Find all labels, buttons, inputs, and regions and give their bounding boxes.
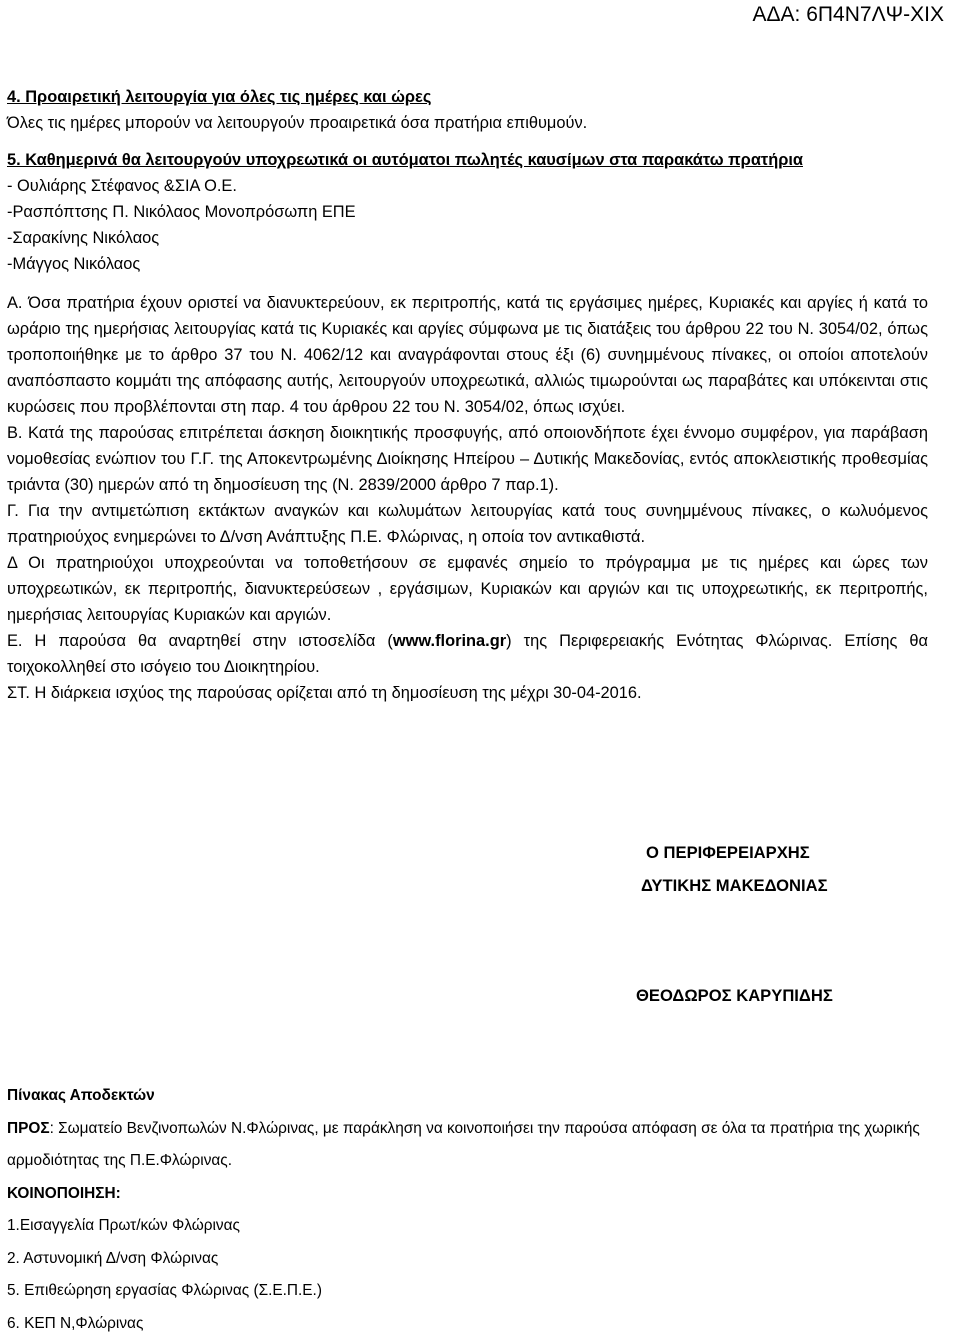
cc-item: 6. ΚΕΠ Ν,Φλώρινας xyxy=(7,1308,942,1340)
paragraph-e xyxy=(7,628,928,680)
paragraph-g: Γ. Για την αντιμετώπιση εκτάκτων αναγκών και κωλυμάτων λειτουργίας κατά τους συνημμένους πίνακες, ο κωλυόμενος πρατηριούχος ενημερώνει το Δ/νση Ανάπτυξης Π.Ε. Φλώρινας, η οποία τον αντικαθιστά. xyxy=(7,498,928,550)
paragraph-a: Α. Όσα πρατήρια έχουν οριστεί να διανυκτερεύουν, εκ περιτροπής, κατά τις εργάσιμες ημέρες, Κυριακές και αργίες ή κατά το ωράριο της ημερήσιας λειτουργίας κατά τις Κυριακές και αργίες σύμφωνα με τις διατάξεις του άρθρου 22 του Ν. 3054/02, όπως τροποποιήθηκε με το άρθρο 37 του Ν. 4062/12 και αναγράφονται στους έξι (6) συνημμένους πίνακες, οι οποίοι αποτελούν αναπόσπαστο κομμάτι της απόφασης αυτής, λειτουργούν υποχρεωτικά, αλλιώς τιμωρούνται ως παραβάτες και υπόκεινται στις κυρώσεις που προβλέπονται στη παρ. 4 του άρθρου 22 του Ν. 3054/02, όπως ισχύει. xyxy=(7,290,928,420)
section-4-text: Όλες τις ημέρες μπορούν να λειτουργούν προαιρετικά όσα πρατήρια επιθυμούν. xyxy=(7,110,928,136)
signatory-title: Ο ΠΕΡΙΦΕΡΕΙΑΡΧΗΣ xyxy=(646,835,810,871)
cc-item: 2. Αστυνομική Δ/νση Φλώρινας xyxy=(7,1243,942,1276)
station-item: -Ρασπόπτσης Π. Νικόλαος Μονοπρόσωπη ΕΠΕ xyxy=(7,199,928,225)
pros-label: ΠΡΟΣ xyxy=(7,1120,50,1137)
signatory-name: ΘΕΟΔΩΡΟΣ ΚΑΡΥΠΙΔΗΣ xyxy=(636,978,833,1014)
station-item: -Σαρακίνης Νικόλαος xyxy=(7,225,928,251)
recipients-title: Πίνακας Αποδεκτών xyxy=(7,1080,942,1113)
recipients-section xyxy=(7,1080,942,1340)
koinopoiisi-label: ΚΟΙΝΟΠΟΙΗΣΗ: xyxy=(7,1178,942,1211)
section-5-heading: 5. Καθημερινά θα λειτουργούν υποχρεωτικά οι αυτόματοι πωλητές καυσίμων στα παρακάτω πρατήρια xyxy=(7,147,928,173)
document-body xyxy=(7,84,928,706)
paragraph-b: Β. Κατά της παρούσας επιτρέπεται άσκηση διοικητικής προσφυγής, από οποιονδήποτε έχει έννομο συμφέρον, για παράβαση νομοθεσίας ενώπιον του Γ.Γ. της Αποκεντρωμένης Διοίκησης Ηπείρου – Δυτικής Μακεδονίας, εντός αποκλειστικής προθεσμίας τριάντα (30) ημερών από τη δημοσίευση της (Ν. 2839/2000 άρθρο 7 παρ.1). xyxy=(7,420,928,498)
paragraph-e-end: ) της Περιφερειακής Ενότητας Φλώρινας. Επίσης θα τοιχοκολληθεί στο ισόγειο του Διοικητηρίου. xyxy=(7,632,928,676)
recipients-pros xyxy=(7,1113,942,1178)
ada-code: ΑΔΑ: 6Π4Ν7ΛΨ-ΧΙΧ xyxy=(753,3,945,27)
website-link[interactable]: www.florina.gr xyxy=(393,632,506,650)
cc-item: 5. Επιθεώρηση εργασίας Φλώρινας (Σ.Ε.Π.Ε.) xyxy=(7,1275,942,1308)
pros-text: : Σωματείο Βενζινοπωλών Ν.Φλώρινας, με παράκληση να κοινοποιήσει την παρούσα απόφαση σε όλα τα πρατήρια της χωρικής αρμοδιότητας της Π.Ε.Φλώρινας. xyxy=(7,1120,920,1170)
paragraph-st: ΣΤ. Η διάρκεια ισχύος της παρούσας ορίζεται από τη δημοσίευση της μέχρι 30-04-2016. xyxy=(7,680,928,706)
paragraph-d: Δ Οι πρατηριούχοι υποχρεούνται να τοποθετήσουν σε εμφανές σημείο το πρόγραμμα με τις ημέρες και ώρες των υποχρεωτικών, εκ περιτροπής, διανυκτερεύσεων , εργάσιμων, Κυριακών και αργιών και τις υποχρεωτικής, εκ περιτροπής, ημερήσιας λειτουργίας Κυριακών και αργιών. xyxy=(7,550,928,628)
paragraph-e-start: Ε. Η παρούσα θα αναρτηθεί στην ιστοσελίδα ( xyxy=(7,632,393,650)
signatory-region: ΔΥΤΙΚΗΣ ΜΑΚΕΔΟΝΙΑΣ xyxy=(641,868,828,904)
station-item: - Ουλιάρης Στέφανος &ΣΙΑ Ο.Ε. xyxy=(7,173,928,199)
station-item: -Μάγγος Νικόλαος xyxy=(7,251,928,277)
cc-item: 1.Εισαγγελία Πρωτ/κών Φλώρινας xyxy=(7,1210,942,1243)
section-4-heading: 4. Προαιρετική λειτουργία για όλες τις ημέρες και ώρες xyxy=(7,84,928,110)
